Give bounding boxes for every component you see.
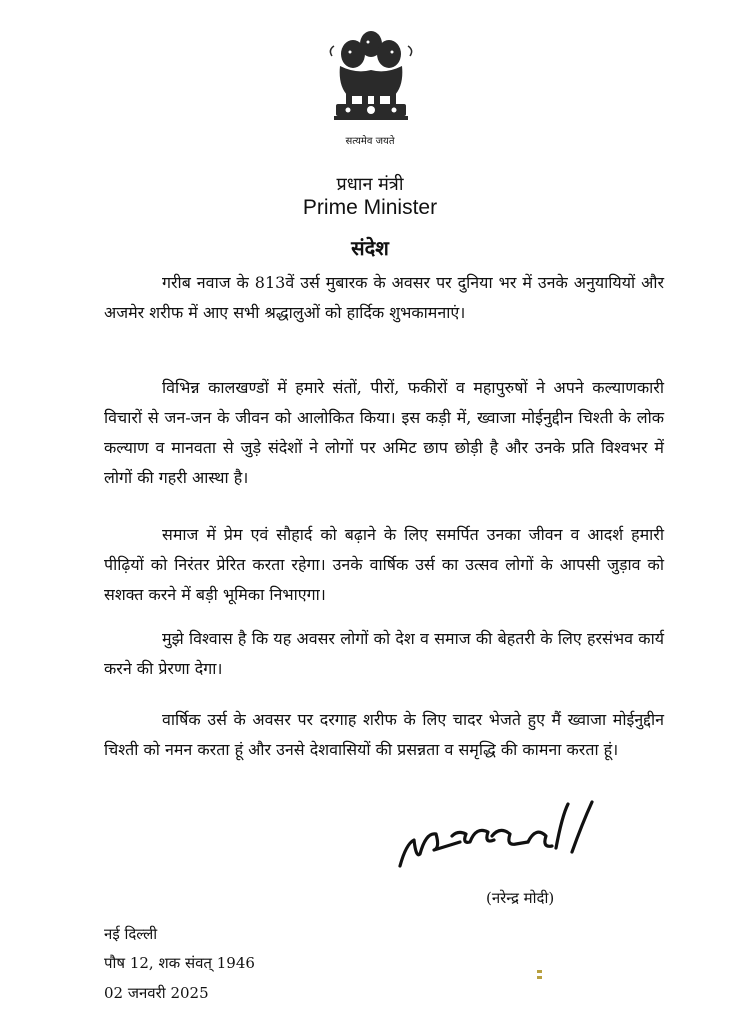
office-title-hindi: प्रधान मंत्री <box>336 174 404 195</box>
message-paragraph: गरीब नवाज के 813वें उर्स मुबारक के अवसर पर दुनिया भर में उनके अनुयायियों और अजमेर शरीफ में आए सभी श्रद्धालुओं को हार्दिक शुभकामनाएं। <box>104 273 664 322</box>
stray-mark <box>536 968 544 982</box>
message-paragraph: समाज में प्रेम एवं सौहार्द को बढ़ाने के लिए समर्पित उनका जीवन व आदर्श हमारी पीढ़ियों को निरंतर प्रेरित करता रहेगा। उनके वार्षिक उर्स का उत्सव लोगों के आपसी जुड़ाव को सशक्त करने में बड़ी भूमिका निभाएगा। <box>104 525 664 604</box>
office-title-english: Prime Minister <box>302 196 438 219</box>
place-of-issue: नई दिल्ली <box>104 925 158 943</box>
national-emblem-icon <box>326 26 416 134</box>
message-paragraph: वार्षिक उर्स के अवसर पर दरगाह शरीफ के लिए चादर भेजते हुए मैं ख्वाजा मोईनुद्दीन चिश्ती को नमन करता हूं और उनसे देशवासियों की प्रसन्नता व समृद्धि की कामना करता हूं। <box>104 710 664 759</box>
message-paragraph: विभिन्न कालखण्डों में हमारे संतों, पीरों, फकीरों व महापुरुषों ने अपने कल्याणकारी विचारों से जन-जन के जीवन को आलोकित किया। इस कड़ी में, ख्वाजा मोईनुद्दीन चिश्ती के लोक कल्याण व मानवता से जुड़े संदेशों ने लोगों पर अमिट छाप छोड़ी है और उनके प्रति विश्वभर में लोगों की गहरी आस्था है। <box>104 378 664 487</box>
handwritten-signature-icon <box>396 796 606 876</box>
signatory-name: (नरेन्द्र मोदी) <box>486 889 555 907</box>
emblem-motto: सत्यमेव जयते <box>345 136 395 147</box>
saka-date: पौष 12, शक संवत् 1946 <box>104 954 255 972</box>
message-paragraph: मुझे विश्वास है कि यह अवसर लोगों को देश व समाज की बेहतरी के लिए हरसंभव कार्य करने की प्रेरणा देगा। <box>104 629 664 678</box>
message-heading: संदेश <box>351 236 389 260</box>
gregorian-date: 02 जनवरी 2025 <box>104 984 209 1002</box>
